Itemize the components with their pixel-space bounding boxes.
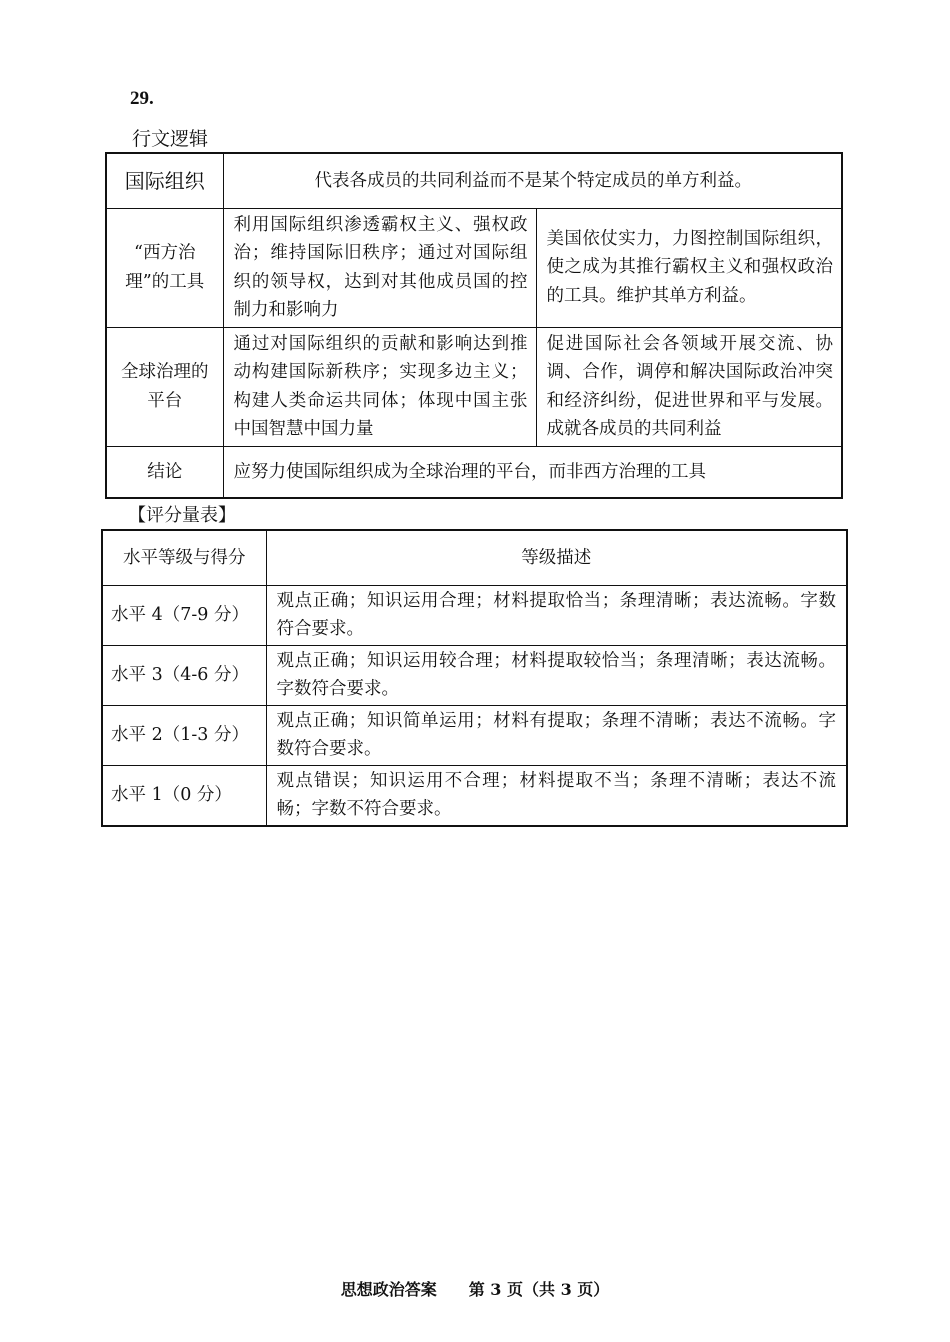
- label-global-governance-platform: 全球治理的平台: [106, 327, 223, 446]
- organization-definition: 代表各成员的共同利益而不是某个特定成员的单方利益。: [223, 153, 842, 208]
- rubric-row: [102, 705, 847, 765]
- rubric-row: [102, 585, 847, 645]
- rubric-level: 水平 2（1-3 分）: [102, 705, 266, 765]
- western-governance-right: 美国依仗实力，力图控制国际组织，使之成为其推行霸权主义和强权政治的工具。维护其单方利益。: [536, 208, 842, 327]
- logic-row-conclusion: [106, 446, 842, 498]
- global-governance-left: 通过对国际组织的贡献和影响达到推动构建国际新秩序；实现多边主义；构建人类命运共同体；体现中国主张中国智慧中国力量: [223, 327, 536, 446]
- label-western-governance-tool: “西方治理”的工具: [106, 208, 223, 327]
- page-footer: [0, 1277, 950, 1300]
- rubric-level: 水平 1（0 分）: [102, 765, 266, 826]
- logic-row-global-governance: [106, 327, 842, 446]
- label-international-organization: 国际组织: [106, 153, 223, 208]
- rubric-header-row: [102, 530, 847, 585]
- rubric-level: 水平 4（7-9 分）: [102, 585, 266, 645]
- rubric-desc: 观点正确；知识简单运用；材料有提取；条理不清晰；表达不流畅。字数符合要求。: [266, 705, 847, 765]
- rubric-desc: 观点正确；知识运用较合理；材料提取较恰当；条理清晰；表达流畅。字数符合要求。: [266, 645, 847, 705]
- rubric-row: [102, 765, 847, 826]
- rubric-level: 水平 3（4-6 分）: [102, 645, 266, 705]
- logic-row-western-governance: [106, 208, 842, 327]
- rubric-title: 【评分量表】: [128, 505, 236, 526]
- section-title: 行文逻辑: [132, 128, 209, 150]
- rubric-desc: 观点错误；知识运用不合理；材料提取不当；条理不清晰；表达不流畅；字数不符合要求。: [266, 765, 847, 826]
- conclusion-text: 应努力使国际组织成为全球治理的平台，而非西方治理的工具: [223, 446, 842, 498]
- rubric-row: [102, 645, 847, 705]
- rubric-header-desc: 等级描述: [266, 530, 847, 585]
- rubric-desc: 观点正确；知识运用合理；材料提取恰当；条理清晰；表达流畅。字数符合要求。: [266, 585, 847, 645]
- logic-table: [105, 152, 843, 499]
- logic-row-organization: [106, 153, 842, 208]
- rubric-table: [101, 529, 848, 827]
- footer-page-number: 第 3 页（共 3 页）: [468, 1280, 610, 1299]
- global-governance-right: 促进国际社会各领域开展交流、协调、合作，调停和解决国际政治冲突和经济纠纷，促进世界和平与发展。成就各成员的共同利益: [536, 327, 842, 446]
- question-number: 29.: [130, 88, 154, 109]
- label-conclusion: 结论: [106, 446, 223, 498]
- rubric-header-level: 水平等级与得分: [102, 530, 266, 585]
- western-governance-left: 利用国际组织渗透霸权主义、强权政治；维持国际旧秩序；通过对国际组织的领导权，达到对其他成员国的控制力和影响力: [223, 208, 536, 327]
- footer-subject: 思想政治答案: [340, 1280, 437, 1299]
